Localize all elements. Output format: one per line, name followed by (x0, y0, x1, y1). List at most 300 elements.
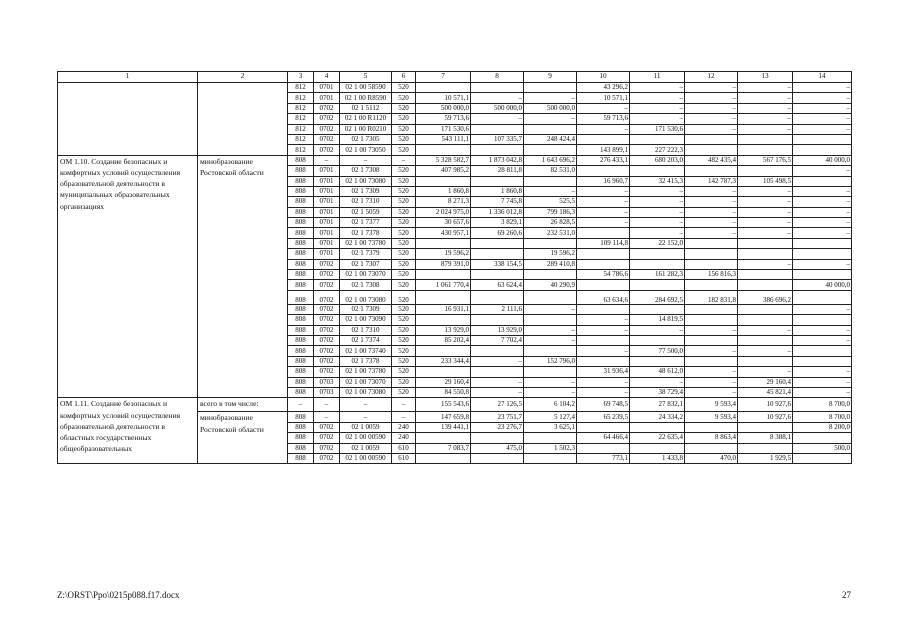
table-cell (471, 124, 524, 134)
table-cell (630, 422, 685, 432)
table-cell: 31 936,4 (577, 367, 630, 377)
table-cell (471, 346, 524, 356)
table-cell: 40 290,9 (524, 280, 577, 290)
table-cell: 0701 (314, 218, 340, 228)
table-cell (524, 367, 577, 377)
table-cell: 520 (392, 218, 416, 228)
table-cell: 0701 (314, 166, 340, 176)
table-cell: 02 1 00 73740 (340, 346, 392, 356)
table-cell: 0702 (314, 356, 340, 366)
table-cell (738, 145, 793, 155)
table-cell: – (577, 207, 630, 217)
table-cell: – (577, 325, 630, 335)
table-cell: – (685, 367, 738, 377)
table-cell (738, 280, 793, 290)
table-cell (630, 304, 685, 314)
table-cell: 520 (392, 290, 416, 304)
table-cell: 0702 (314, 443, 340, 453)
table-cell: 10 571,1 (416, 93, 471, 103)
table-cell: 520 (392, 280, 416, 290)
table-cell: 808 (288, 290, 314, 304)
table-cell: 64 466,4 (577, 433, 630, 443)
table-cell: 808 (288, 325, 314, 335)
table-cell: – (793, 83, 852, 93)
table-cell: 808 (288, 387, 314, 397)
table-cell: 02 1 7374 (340, 335, 392, 345)
table-cell: – (793, 325, 852, 335)
table-cell: 02 1 0059 (340, 443, 392, 453)
table-cell: – (630, 377, 685, 387)
table-cell (577, 304, 630, 314)
table-cell: – (685, 83, 738, 93)
table-cell: 808 (288, 443, 314, 453)
table-cell: 812 (288, 134, 314, 144)
table-cell: 680 203,0 (630, 155, 685, 165)
table-cell: 808 (288, 197, 314, 207)
table-cell: 48 612,0 (630, 367, 685, 377)
table-cell (793, 270, 852, 280)
table-cell: – (630, 103, 685, 113)
table-cell (685, 166, 738, 176)
column-header: 1 (58, 72, 198, 83)
table-cell: – (685, 103, 738, 113)
table-cell: 63 624,4 (471, 280, 524, 290)
table-cell: 9 593,4 (685, 398, 738, 412)
table-cell: 808 (288, 207, 314, 217)
table-cell: 107 335,7 (471, 134, 524, 144)
table-cell: 7 702,4 (471, 335, 524, 345)
column-header: 7 (416, 72, 471, 83)
table-cell (416, 145, 471, 155)
table-cell: 1 433,8 (630, 453, 685, 463)
table-cell (685, 422, 738, 432)
table-cell: 0701 (314, 249, 340, 259)
table-cell (416, 176, 471, 186)
table-cell: 40 000,0 (793, 280, 852, 290)
table-cell: 1 502,3 (524, 443, 577, 453)
table-cell: – (685, 197, 738, 207)
table-cell (471, 238, 524, 248)
table-cell: 26 828,5 (524, 218, 577, 228)
table-cell (577, 134, 630, 144)
table-cell: 0702 (314, 367, 340, 377)
table-cell: – (685, 346, 738, 356)
table-cell: 02 1 7378 (340, 228, 392, 238)
table-cell: 812 (288, 93, 314, 103)
table-cell (685, 315, 738, 325)
table-cell: 02 1 00 73080 (340, 387, 392, 397)
table-cell (471, 367, 524, 377)
table-cell: – (577, 186, 630, 196)
table-cell: – (577, 377, 630, 387)
table-cell: 13 929,0 (416, 325, 471, 335)
table-cell: 338 154,5 (471, 259, 524, 269)
table-cell (630, 356, 685, 366)
table-cell: – (630, 228, 685, 238)
table-cell: 520 (392, 335, 416, 345)
table-cell (416, 238, 471, 248)
table-cell (416, 83, 471, 93)
table-cell: 808 (288, 356, 314, 366)
column-header: 5 (340, 72, 392, 83)
table-cell (577, 280, 630, 290)
table-cell (685, 249, 738, 259)
table-cell: 5 328 582,7 (416, 155, 471, 165)
table-cell (738, 335, 793, 345)
table-cell: 808 (288, 335, 314, 345)
table-cell: – (738, 346, 793, 356)
table-cell (685, 304, 738, 314)
table-cell: – (340, 155, 392, 165)
table-cell: 0701 (314, 176, 340, 186)
table-cell: 65 239,5 (577, 412, 630, 422)
table-cell (793, 249, 852, 259)
table-cell: – (738, 103, 793, 113)
table-cell (471, 290, 524, 304)
table-cell: – (630, 218, 685, 228)
table-cell (793, 238, 852, 248)
table-cell (793, 145, 852, 155)
table-cell: 14 819,5 (630, 315, 685, 325)
table-cell: 38 729,4 (630, 387, 685, 397)
table-cell: 0701 (314, 228, 340, 238)
column-header: 13 (738, 72, 793, 83)
table-cell (577, 249, 630, 259)
table-cell: 0702 (314, 422, 340, 432)
table-cell (793, 134, 852, 144)
header-row (58, 72, 852, 83)
table-cell: – (685, 124, 738, 134)
table-cell: – (524, 304, 577, 314)
table-cell: 0702 (314, 315, 340, 325)
table-cell: – (340, 412, 392, 422)
table-cell (685, 356, 738, 366)
table-cell: 105 498,5 (738, 176, 793, 186)
table-cell: 143 899,1 (577, 145, 630, 155)
table-cell (471, 145, 524, 155)
table-cell: 520 (392, 238, 416, 248)
org-name: минобразование Ростовской области (198, 155, 288, 398)
table-cell: 7 083,7 (416, 443, 471, 453)
table-cell: 520 (392, 83, 416, 93)
org-name (198, 83, 288, 156)
table-cell: 808 (288, 304, 314, 314)
table-cell: 0702 (314, 259, 340, 269)
table-cell (471, 83, 524, 93)
table-cell: 02 1 7305 (340, 134, 392, 144)
table-cell: 29 160,4 (416, 377, 471, 387)
table-cell (416, 346, 471, 356)
table-cell (577, 356, 630, 366)
table-cell (630, 443, 685, 453)
table-cell: 812 (288, 114, 314, 124)
table-cell (738, 422, 793, 432)
table-cell: 8 700,0 (793, 412, 852, 422)
table-cell: 808 (288, 315, 314, 325)
table-cell (685, 238, 738, 248)
table-cell: 284 692,5 (630, 290, 685, 304)
table-cell: – (738, 93, 793, 103)
table-cell: 10 927,6 (738, 412, 793, 422)
table-cell (793, 315, 852, 325)
table-cell: 109 114,8 (577, 238, 630, 248)
table-cell: 0702 (314, 346, 340, 356)
column-header: 12 (685, 72, 738, 83)
table-cell: 16 960,7 (577, 176, 630, 186)
table-cell: – (471, 377, 524, 387)
table-cell: – (288, 398, 314, 412)
table-cell: 9 593,4 (685, 412, 738, 422)
table-cell: 02 1 00 00590 (340, 433, 392, 443)
table-cell: 520 (392, 166, 416, 176)
table-cell (524, 346, 577, 356)
table-cell: 02 1 00 73070 (340, 377, 392, 387)
page-number: 27 (842, 590, 851, 600)
table-cell: 0701 (314, 186, 340, 196)
table-cell: 30 657,6 (416, 218, 471, 228)
table-cell: – (471, 93, 524, 103)
table-cell: 02 1 00 R1120 (340, 114, 392, 124)
table-cell: – (577, 124, 630, 134)
footer-file-path: Z:\ORST\Ppo\0215p088.f17.docx (57, 590, 180, 600)
table-cell: 02 1 7309 (340, 304, 392, 314)
table-cell: 0701 (314, 207, 340, 217)
table-cell: 156 816,3 (685, 270, 738, 280)
table-cell: 812 (288, 103, 314, 113)
table-cell: – (685, 325, 738, 335)
table-cell: – (314, 155, 340, 165)
table-cell: 808 (288, 422, 314, 432)
table-cell: 808 (288, 346, 314, 356)
table-cell: 227 222,3 (630, 145, 685, 155)
table-cell (416, 453, 471, 463)
table-cell: – (793, 103, 852, 113)
table-cell (524, 433, 577, 443)
table-cell: 240 (392, 433, 416, 443)
measure-name: ОМ 1.10. Создание безопасных и комфортных условий осуществления образовательной деятельности в муниципальных образовательных организациях (58, 155, 198, 398)
table-cell: 0702 (314, 304, 340, 314)
table-cell: 0701 (314, 197, 340, 207)
table-cell: 43 296,2 (577, 83, 630, 93)
table-cell: 0702 (314, 433, 340, 443)
table-cell: 02 1 00 73050 (340, 145, 392, 155)
table-row (58, 155, 852, 165)
table-cell: – (793, 207, 852, 217)
table-cell: 3 829,1 (471, 218, 524, 228)
table-cell: 808 (288, 186, 314, 196)
table-cell: 808 (288, 259, 314, 269)
column-header: 14 (793, 72, 852, 83)
table-cell: 171 530,6 (416, 124, 471, 134)
table-cell: 45 821,4 (738, 387, 793, 397)
table-cell: 525,5 (524, 197, 577, 207)
table-cell: – (793, 114, 852, 124)
table-cell: 812 (288, 145, 314, 155)
table-cell: 02 1 00 73780 (340, 367, 392, 377)
table-cell: 8 200,0 (793, 422, 852, 432)
table-cell: 02 1 7309 (340, 186, 392, 196)
table-cell (524, 83, 577, 93)
table-cell (577, 443, 630, 453)
table-cell: 386 696,2 (738, 290, 793, 304)
table-cell (524, 453, 577, 463)
table-cell: – (577, 103, 630, 113)
table-cell: – (793, 93, 852, 103)
table-cell: – (524, 93, 577, 103)
table-cell: 2 111,6 (471, 304, 524, 314)
table-cell (685, 145, 738, 155)
table-cell: 19 596,2 (416, 249, 471, 259)
table-cell: – (630, 93, 685, 103)
table-cell: – (630, 83, 685, 93)
table-cell: 233 344,4 (416, 356, 471, 366)
table-cell: 520 (392, 249, 416, 259)
table-cell (630, 166, 685, 176)
table-cell: 808 (288, 453, 314, 463)
table-cell: 16 931,1 (416, 304, 471, 314)
table-cell (738, 166, 793, 176)
table-cell: 0702 (314, 270, 340, 280)
table-cell (685, 443, 738, 453)
table-cell: – (738, 186, 793, 196)
table-cell: 02 1 00 00590 (340, 453, 392, 463)
table-cell: 520 (392, 270, 416, 280)
table-cell (577, 166, 630, 176)
table-cell: – (630, 207, 685, 217)
table-cell: 520 (392, 304, 416, 314)
table-cell: 02 1 7379 (340, 249, 392, 259)
table-cell: – (738, 228, 793, 238)
table-cell: – (793, 218, 852, 228)
table-cell: 520 (392, 145, 416, 155)
table-cell: 520 (392, 93, 416, 103)
table-cell: 28 811,8 (471, 166, 524, 176)
measure-name (58, 83, 198, 156)
table-cell (471, 453, 524, 463)
table-cell: 59 713,6 (577, 114, 630, 124)
table-cell: 808 (288, 377, 314, 387)
table-cell: 2 024 975,0 (416, 207, 471, 217)
table-cell (416, 433, 471, 443)
table-cell: 3 625,1 (524, 422, 577, 432)
table-cell: 82 531,0 (524, 166, 577, 176)
table-cell: 23 276,7 (471, 422, 524, 432)
table-cell: – (524, 325, 577, 335)
table-cell: – (793, 335, 852, 345)
table-cell: – (738, 207, 793, 217)
table-cell: 27 126,5 (471, 398, 524, 412)
table-cell (416, 290, 471, 304)
table-cell: 0702 (314, 114, 340, 124)
column-header: 10 (577, 72, 630, 83)
table-cell: 808 (288, 155, 314, 165)
table-cell: 808 (288, 270, 314, 280)
table-cell: – (685, 228, 738, 238)
table-cell: – (685, 207, 738, 217)
table-cell: 23 751,7 (471, 412, 524, 422)
table-cell: – (685, 114, 738, 124)
table-cell (577, 422, 630, 432)
table-cell: 610 (392, 453, 416, 463)
table-cell: – (392, 398, 416, 412)
table-cell: 1 061 770,4 (416, 280, 471, 290)
table-cell: 808 (288, 367, 314, 377)
table-cell (630, 335, 685, 345)
table-cell: 520 (392, 228, 416, 238)
table-cell: – (392, 155, 416, 165)
table-cell: – (392, 412, 416, 422)
table-cell: 0702 (314, 453, 340, 463)
table-cell: 84 550,8 (416, 387, 471, 397)
table-cell: 142 787,3 (685, 176, 738, 186)
table-cell: – (577, 315, 630, 325)
table-cell: 13 929,0 (471, 325, 524, 335)
table-cell (471, 270, 524, 280)
table-cell: 808 (288, 238, 314, 248)
table-cell: 1 643 696,2 (524, 155, 577, 165)
table-cell (738, 249, 793, 259)
table-cell: 567 176,5 (738, 155, 793, 165)
table-cell: – (738, 83, 793, 93)
table-cell: 276 433,1 (577, 155, 630, 165)
table-cell: – (793, 367, 852, 377)
table-cell (685, 335, 738, 345)
table-cell: 500 000,0 (416, 103, 471, 113)
table-cell: 520 (392, 197, 416, 207)
table-cell: – (577, 387, 630, 397)
table-cell: – (577, 218, 630, 228)
table-cell: 02 1 00 73780 (340, 238, 392, 248)
table-cell: 19 596,2 (524, 249, 577, 259)
table-cell: 8 388,1 (738, 433, 793, 443)
table-cell: 02 1 5112 (340, 103, 392, 113)
table-cell: – (524, 114, 577, 124)
table-cell (630, 134, 685, 144)
column-header: 6 (392, 72, 416, 83)
table-cell: 02 1 5059 (340, 207, 392, 217)
table-cell: 6 104,2 (524, 398, 577, 412)
table-cell: 8 863,4 (685, 433, 738, 443)
table-cell (524, 176, 577, 186)
table-cell: – (793, 197, 852, 207)
org-name: минобразование Ростовской области (198, 412, 288, 464)
table-cell (793, 346, 852, 356)
table-cell: 808 (288, 218, 314, 228)
table-cell: 500,0 (793, 443, 852, 453)
table-cell: 161 282,3 (630, 270, 685, 280)
table-cell: 77 500,0 (630, 346, 685, 356)
table-cell: 22 635,4 (630, 433, 685, 443)
table-cell: – (630, 186, 685, 196)
table-cell: 02 1 00 R8590 (340, 93, 392, 103)
table-cell (738, 270, 793, 280)
table-cell (738, 238, 793, 248)
table-cell (793, 356, 852, 366)
table-cell (416, 270, 471, 280)
table-cell: 879 391,0 (416, 259, 471, 269)
table-cell: 182 831,8 (685, 290, 738, 304)
table-cell: 500 000,0 (524, 103, 577, 113)
table-cell: 40 000,0 (793, 155, 852, 165)
table-cell: 0702 (314, 335, 340, 345)
table-cell (471, 176, 524, 186)
table-cell: – (471, 356, 524, 366)
table-cell: 520 (392, 103, 416, 113)
table-cell: 02 1 00 58590 (340, 83, 392, 93)
table-cell (524, 145, 577, 155)
measure-name: ОМ 1.11. Создание безопасных и комфортных условий осуществления образовательной деятельности в областных государственных общеобразовательных (58, 398, 198, 464)
table-cell (738, 443, 793, 453)
